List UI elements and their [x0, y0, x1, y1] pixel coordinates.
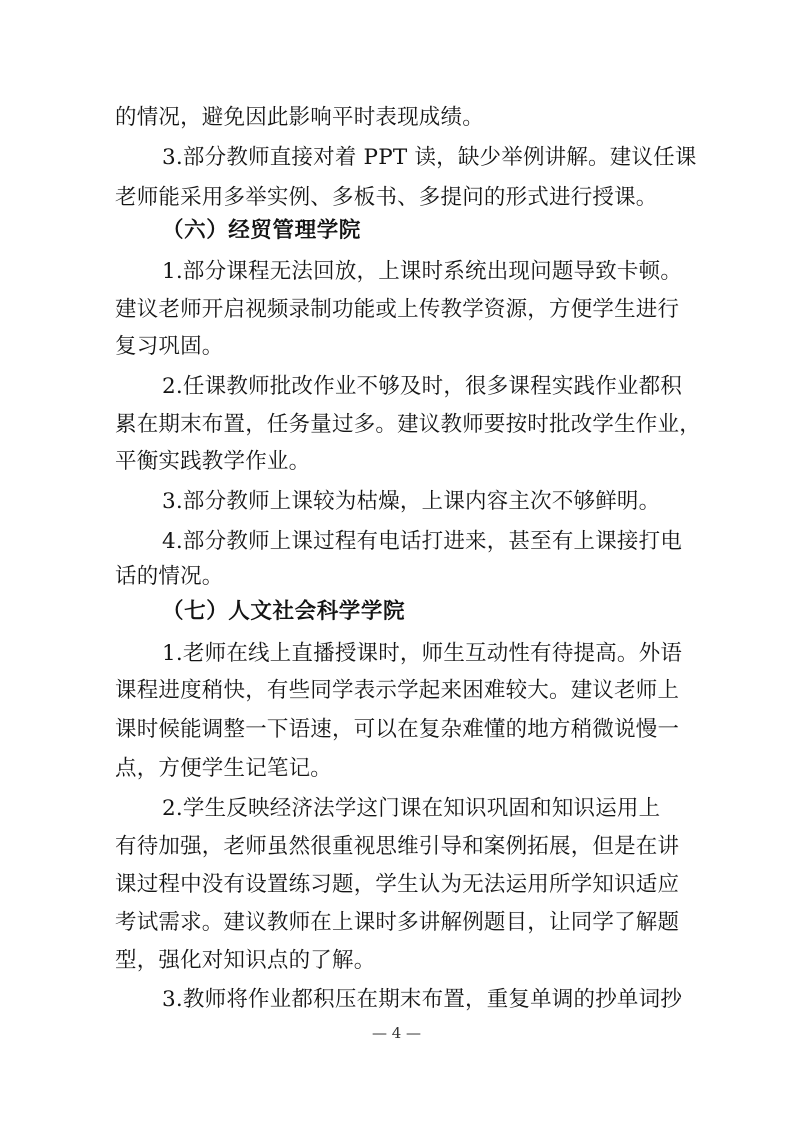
paragraph-start-line: 1.部分课程无法回放，上课时系统出现问题导致卡顿。	[162, 259, 683, 284]
paragraph-start-line: 4.部分教师上课过程有电话打进来，甚至有上课接打电	[162, 529, 683, 554]
body-text-line: 课时候能调整一下语速，可以在复杂难懂的地方稍微说慢一	[115, 717, 680, 742]
section-heading-economics-management: （六）经贸管理学院	[162, 218, 361, 243]
body-text-line: 建议老师开启视频录制功能或上传教学资源，方便学生进行	[115, 297, 680, 322]
paragraph-start-line: 2.学生反映经济法学这门课在知识巩固和知识运用上	[162, 796, 661, 821]
paragraph-start-line: 3.部分教师上课较为枯燥，上课内容主次不够鲜明。	[162, 489, 661, 514]
body-text-line: 累在期末布置，任务量过多。建议教师要按时批改学生作业，	[115, 412, 701, 437]
paragraph-start-line: 2.任课教师批改作业不够及时，很多课程实践作业都积	[162, 374, 683, 399]
body-text-line: 点，方便学生记笔记。	[115, 756, 333, 781]
section-heading-humanities-social-sciences: （七）人文社会科学学院	[162, 599, 406, 624]
body-text-line: 老师能采用多举实例、多板书、多提问的形式进行授课。	[115, 185, 658, 210]
body-text-line: 课过程中没有设置练习题，学生认为无法运用所学知识适应	[115, 872, 680, 897]
body-text-line: 的情况，避免因此影响平时表现成绩。	[115, 105, 484, 130]
body-text-line: 复习巩固。	[115, 334, 224, 359]
body-text-line: 平衡实践教学作业。	[115, 449, 311, 474]
paragraph-start-line: 3.部分教师直接对着 PPT 读，缺少举例讲解。建议任课	[162, 145, 697, 170]
paragraph-start-line: 1.老师在线上直播授课时，师生互动性有待提高。外语	[162, 641, 683, 666]
paragraph-start-line: 3.教师将作业都积压在期末布置，重复单调的抄单词抄	[162, 987, 683, 1012]
body-text-line: 考试需求。建议教师在上课时多讲解例题目，让同学了解题	[115, 910, 680, 935]
body-text-line: 有待加强，老师虽然很重视思维引导和案例拓展，但是在讲	[115, 834, 680, 859]
body-text-line: 话的情况。	[115, 564, 224, 589]
body-text-line: 型，强化对知识点的了解。	[115, 948, 376, 973]
body-text-line: 课程进度稍快，有些同学表示学起来困难较大。建议老师上	[115, 678, 680, 703]
page-number: — 4 —	[371, 1024, 422, 1042]
